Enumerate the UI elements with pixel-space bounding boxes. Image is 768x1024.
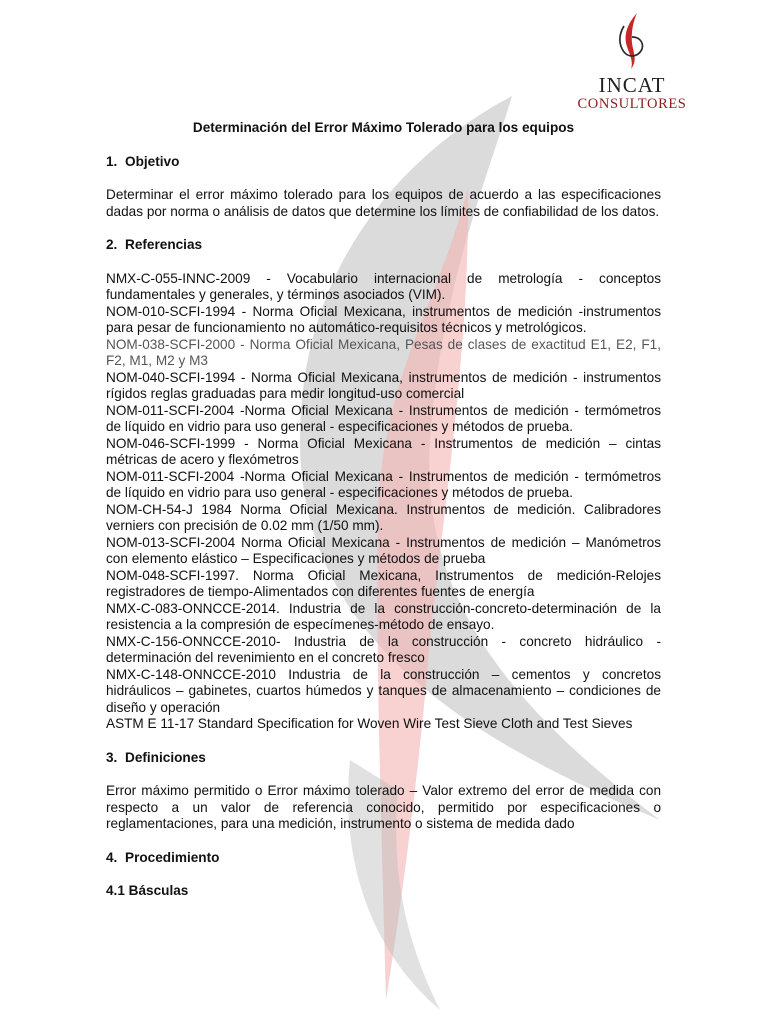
reference-item: NOM-CH-54-J 1984 Norma Oficial Mexicana. Instrumentos de medición. Calibradores verniers con precisión de 0.02 mm (1/50 mm). (106, 501, 661, 533)
company-logo (576, 12, 688, 112)
reference-item: NMX-C-055-INNC-2009 - Vocabulario internacional de metrología - conceptos fundamentales y generales, y términos asociados (VIM). (106, 270, 661, 302)
reference-item: NMX-C-148-ONNCCE-2010 Industria de la construcción – cementos y concretos hidráulicos – gabinetes, cuartos húmedos y tanques de almacenamiento – condiciones de diseño y operación (106, 666, 661, 715)
section-heading-definiciones (106, 750, 661, 767)
section-number: 3. (106, 749, 118, 765)
definiciones-paragraph: Error máximo permitido o Error máximo tolerado – Valor extremo del error de medida con respecto a un valor de referencia conocido, permitido por especificaciones o reglamentaciones, para una medición, instrumento o sistema de medida dado (106, 783, 661, 831)
references-list (106, 271, 661, 733)
logo-mark-icon (615, 12, 649, 70)
section-heading-objetivo (106, 154, 661, 171)
reference-item: NOM-013-SCFI-2004 Norma Oficial Mexicana - Instrumentos de medición – Manómetros con elemento elástico – Especificaciones y métodos de prueba (106, 534, 661, 566)
section-number: 4. (106, 849, 118, 865)
section-number: 1. (106, 153, 118, 169)
objetivo-paragraph: Determinar el error máximo tolerado para los equipos de acuerdo a las especificaciones dadas por norma o análisis de datos que determine los límites de confiabilidad de los datos. (106, 187, 661, 219)
section-heading-procedimiento (106, 850, 661, 867)
subsection-heading-basculas: 4.1 Básculas (106, 883, 189, 898)
reference-item: NOM-011-SCFI-2004 -Norma Oficial Mexicana - Instrumentos de medición - termómetros de líquido en vidrio para uso general - especificaciones y métodos de prueba. (106, 468, 661, 500)
document-title: Determinación del Error Máximo Tolerado para los equipos (192, 120, 575, 135)
reference-item: NOM-040-SCFI-1994 - Norma Oficial Mexicana, instrumentos de medición - instrumentos rígidos reglas graduadas para medir longitud-uso comercial (106, 369, 661, 401)
section-heading-text: Referencias (125, 237, 203, 252)
section-heading-text: Objetivo (125, 153, 180, 169)
reference-item: NOM-038-SCFI-2000 - Norma Oficial Mexicana, Pesas de clases de exactitud E1, E2, F1, F2, M1, M2 y M3 (106, 336, 661, 368)
reference-item: ASTM E 11-17 Standard Specification for Woven Wire Test Sieve Cloth and Test Sieves (106, 716, 633, 731)
section-heading-text: Procedimiento (125, 849, 220, 865)
reference-item: NOM-011-SCFI-2004 -Norma Oficial Mexicana - Instrumentos de medición - termómetros de líquido en vidrio para uso general - especificaciones y métodos de prueba. (106, 402, 661, 434)
section-heading-text: Definiciones (125, 749, 206, 765)
reference-item: NOM-048-SCFI-1997. Norma Oficial Mexicana, Instrumentos de medición-Relojes registradores de tiempo-Alimentados con diferentes fuentes de energía (106, 567, 661, 599)
reference-item: NMX-C-156-ONNCCE-2010- Industria de la construcción - concreto hidráulico - determinación del revenimiento en el concreto fresco (106, 633, 661, 665)
section-heading-referencias (106, 237, 661, 254)
logo-subtitle: CONSULTORES (577, 96, 687, 112)
reference-item: NMX-C-083-ONNCCE-2014. Industria de la construcción-concreto-determinación de la resistencia a la compresión de especímenes-método de ensayo. (106, 600, 661, 632)
logo-name: INCAT (598, 73, 666, 97)
reference-item: NOM-010-SCFI-1994 - Norma Oficial Mexicana, instrumentos de medición -instrumentos para pesar de funcionamiento no automático-requisitos técnicos y metrológicos. (106, 303, 661, 335)
section-number: 2. (106, 237, 118, 252)
document-body (106, 120, 661, 900)
reference-item: NOM-046-SCFI-1999 - Norma Oficial Mexicana - Instrumentos de medición – cintas métricas de acero y flexómetros (106, 435, 661, 467)
